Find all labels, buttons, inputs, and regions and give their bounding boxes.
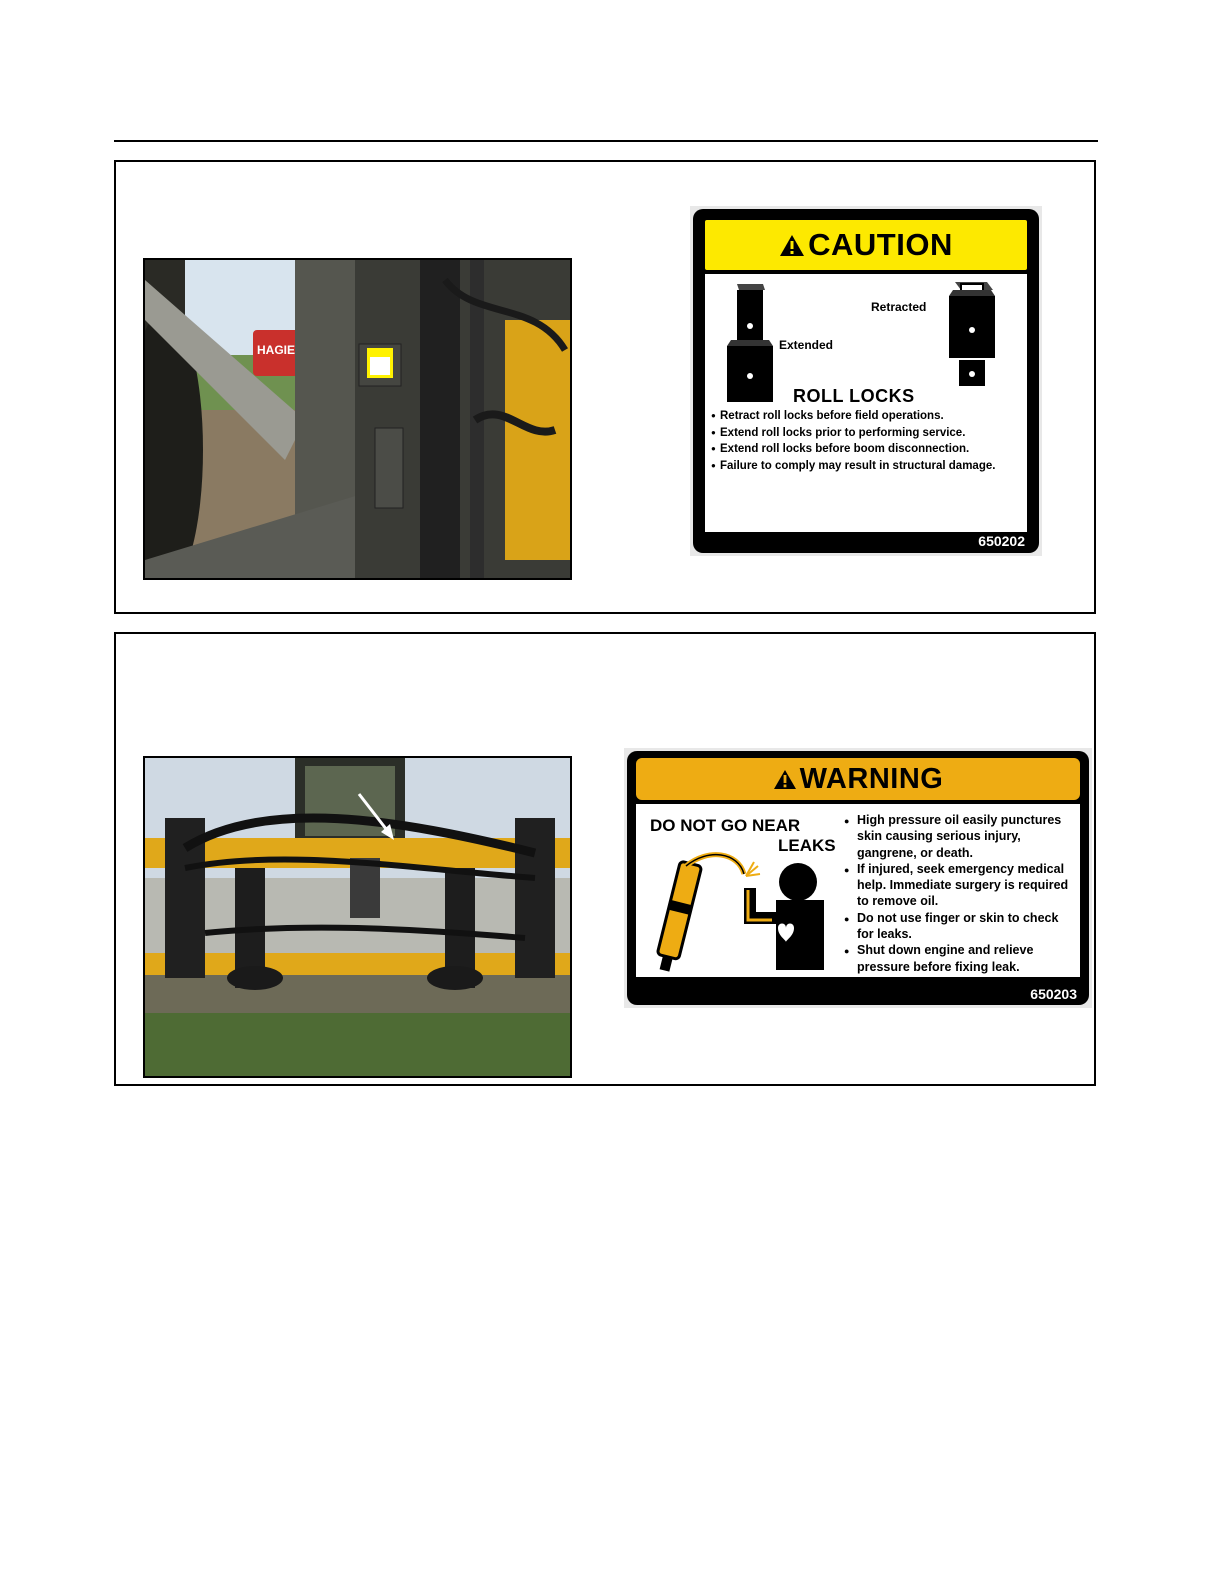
warning-header [636, 758, 1080, 800]
caution-bullet: ● Extend roll locks prior to performing service. [711, 425, 1011, 442]
warning-bullet: ● If injured, seek emergency medical help. Immediate surgery is required to remove oil. [844, 861, 1076, 910]
warning-bullet: ● Shut down engine and relieve pressure before fixing leak. [844, 942, 1076, 975]
caution-bullet-list [711, 408, 1011, 474]
roll-lock-extended-icon [725, 284, 777, 402]
caution-decal-code: 650202 [978, 533, 1025, 549]
hagie-sign-text: HAGIE [257, 343, 296, 357]
caution-header [705, 220, 1027, 270]
boom-hydraulics-photo [143, 756, 572, 1078]
caution-triangle-icon [779, 234, 805, 257]
hydraulic-leak-pictogram-icon [648, 852, 844, 974]
extended-label: Extended [779, 338, 834, 352]
warning-title-line1: DO NOT GO NEAR [650, 816, 801, 835]
caution-bullet: ● Extend roll locks before boom disconnection. [711, 441, 1011, 458]
roll-lock-retracted-icon [947, 282, 999, 390]
warning-title-line2: LEAKS [778, 836, 836, 855]
warning-signal-word: WARNING [799, 762, 944, 795]
retracted-label: Retracted [871, 300, 927, 314]
caution-bullet: ● Failure to comply may result in structural damage. [711, 458, 1011, 475]
hydraulic-leak-decal-panel [114, 632, 1096, 1086]
header-rule [114, 140, 1098, 142]
caution-roll-locks-decal [690, 206, 1042, 556]
caution-signal-word: CAUTION [808, 227, 953, 262]
warning-bullet-list [844, 812, 1076, 975]
caution-bullet: ● Retract roll locks before field operations. [711, 408, 1011, 425]
warning-hydraulic-leak-decal [624, 748, 1092, 1008]
warning-body [636, 804, 1080, 977]
roll-locks-decal-panel [114, 160, 1096, 614]
warning-decal-code: 650203 [1030, 986, 1077, 1002]
caution-body [705, 274, 1027, 532]
warning-bullet: ● Do not use finger or skin to check for leaks. [844, 910, 1076, 943]
warning-bullet: ● High pressure oil easily punctures skin causing serious injury, gangrene, or death. [844, 812, 1076, 861]
roll-lock-location-photo [143, 258, 572, 580]
roll-locks-title: ROLL LOCKS [793, 386, 915, 406]
warning-triangle-icon [773, 769, 797, 790]
